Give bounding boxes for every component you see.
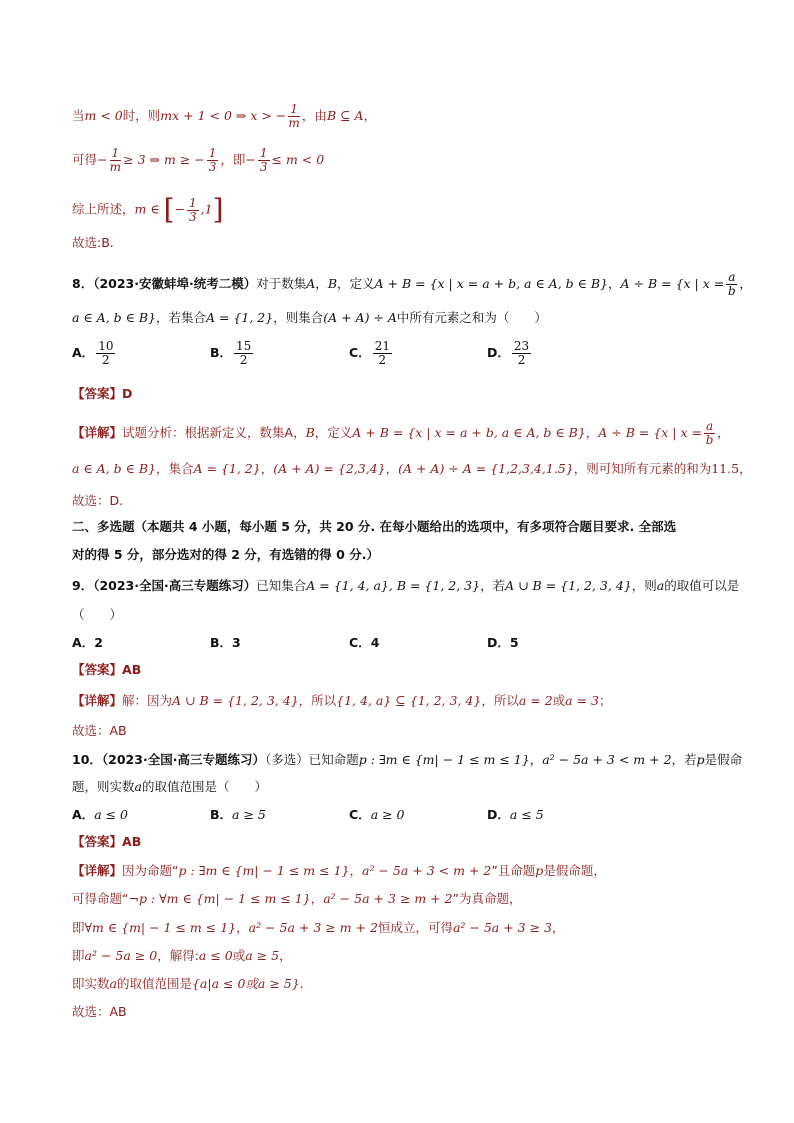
text: ，: [363, 108, 377, 123]
text: ，: [385, 461, 399, 476]
option-a[interactable]: A． $\frac{10}{2}$: [72, 339, 114, 367]
text: 恒成立，可得: [377, 920, 453, 935]
math: p: [535, 863, 544, 878]
text: 即: [72, 920, 85, 935]
detail-10-line-5: [72, 975, 304, 993]
option-c[interactable]: C． $\frac{21}{2}$: [349, 339, 390, 367]
question-9-paren: （ ）: [72, 607, 123, 622]
text: 解：因为: [122, 693, 173, 708]
text: ”为真命题，: [452, 891, 522, 906]
text: 的取值范围是（ ）: [141, 779, 267, 794]
math: a: [109, 976, 117, 991]
math: ∀m ∈ {m| − 1 ≤ m ≤ 1}: [84, 920, 237, 935]
detail-8-line-2: [72, 460, 752, 478]
math: A ∪ B = {1, 2, 3, 4}: [505, 578, 632, 593]
math: A + B = {x | x = a + b, a ∈ A, b ∈ B}: [352, 425, 586, 440]
fraction: $\frac{a}{b}$: [705, 419, 714, 447]
text: ，则: [631, 578, 657, 593]
text: 时，则: [122, 108, 161, 123]
math: a² − 5a + 3 ≥ 3: [452, 920, 552, 935]
fraction: $\frac{1}{3}$: [259, 146, 268, 174]
text: ，所以: [481, 693, 519, 708]
math: −: [174, 201, 186, 217]
math: a: [134, 779, 142, 794]
text: ，: [739, 461, 752, 476]
math: 11.5: [711, 461, 740, 476]
text: ，: [349, 863, 362, 878]
text: 或: [232, 948, 246, 963]
fraction: $\frac{a}{b}$: [727, 270, 736, 298]
math: ¬p : ∀m ∈ {m| − 1 ≤ m ≤ 1}: [128, 891, 311, 906]
math: B: [305, 425, 315, 440]
text: （多选）已知命题: [264, 752, 359, 767]
text: ，定义: [337, 276, 375, 291]
solution-line-4: 故选:B.: [72, 235, 114, 250]
text: 的取值可以是: [664, 578, 740, 593]
question-10-line-2: [72, 778, 267, 796]
detail-label: 【详解】: [72, 693, 123, 708]
text: ，: [552, 920, 565, 935]
text: 已知集合: [256, 578, 307, 593]
text: .: [299, 976, 304, 991]
text: ，: [315, 276, 328, 291]
math: A ÷ B = {x | x =: [620, 276, 725, 291]
text: 的取值范围是: [116, 976, 192, 991]
math: −: [245, 152, 256, 167]
math: A ÷ B = {x | x =: [598, 425, 702, 440]
detail-label: 【详解】: [72, 863, 123, 878]
math: a = 3: [565, 693, 599, 708]
math: (A + A) ÷ A = {1,2,3,4,1.5}: [398, 461, 574, 476]
text: ，解得:: [157, 948, 199, 963]
detail-8-line-1: [72, 420, 730, 447]
text: ，若: [480, 578, 506, 593]
detail-10-line-3: [72, 919, 565, 937]
math: A: [306, 276, 316, 291]
text: ，: [529, 752, 543, 767]
end-9: 故选：AB: [72, 723, 127, 738]
text: ，: [279, 948, 292, 963]
math: A = {1, 4, a}, B = {1, 2, 3}: [306, 578, 481, 593]
math: (A + A) = {2,3,4}: [273, 461, 386, 476]
option-c[interactable]: C．4: [349, 635, 380, 650]
text: ，: [585, 425, 599, 440]
text: ，: [236, 920, 249, 935]
answer-8: 【答案】D: [72, 386, 133, 401]
math: a² − 5a + 3 < m + 2: [362, 863, 492, 878]
math: a ∈ A, b ∈ B}: [72, 310, 156, 325]
math: A ∪ B = {1, 2, 3, 4}: [172, 693, 299, 708]
math: a ≤ 0: [198, 948, 233, 963]
bracket: [: [163, 193, 175, 226]
fraction: $\frac{1}{3}$: [189, 195, 197, 224]
fraction: $\frac{23}{2}$: [513, 339, 530, 367]
text: 是假命题，: [543, 863, 606, 878]
text: ，: [739, 276, 752, 291]
text: ，由: [301, 108, 327, 123]
math: mx + 1 < 0 ⇒ x > −: [160, 108, 287, 123]
fraction: $\frac{10}{2}$: [98, 339, 114, 367]
solution-line-2: [72, 147, 324, 174]
fraction: $\frac{1}{m}$: [288, 102, 300, 130]
math: a: [656, 578, 665, 593]
text: ，: [310, 891, 324, 906]
option-d[interactable]: D．a ≤ 5: [487, 807, 544, 822]
section-heading-line-2: 对的得 5 分，部分选对的得 2 分，有选错的得 0 分.）: [72, 547, 379, 562]
text: 因为命题“: [122, 863, 179, 878]
math: a² − 5a + 3 ≥ m + 2: [323, 891, 453, 906]
math: A = {1, 2}: [193, 461, 261, 476]
option-c[interactable]: C．a ≥ 0: [349, 807, 405, 822]
detail-10-line-2: [72, 890, 522, 908]
math: a² − 5a + 3 < m + 2: [542, 752, 672, 767]
option-d[interactable]: D． $\frac{23}{2}$: [487, 339, 530, 367]
answer-9: 【答案】AB: [72, 662, 142, 677]
text: 即: [72, 948, 85, 963]
question-number: 9．: [72, 578, 94, 593]
option-b[interactable]: B．3: [210, 635, 241, 650]
math: ,1: [200, 201, 213, 217]
text: 是假命: [704, 752, 743, 767]
question-number: 10．: [72, 752, 102, 767]
text: ，: [608, 276, 621, 291]
question-8-line-2: [72, 309, 547, 327]
math: B: [327, 276, 337, 291]
text: ，则集合: [273, 310, 324, 325]
text: ，定义: [314, 425, 353, 440]
text: 综上所述，: [72, 201, 135, 217]
section-heading-line-1: 二、多选题（本题共 4 小题，每小题 5 分，共 20 分. 在每小题给出的选项中，有多项符合题目要求. 全部选: [72, 519, 677, 534]
question-source: （2023·全国·高三专题练习）: [101, 752, 265, 767]
text: ，所以: [298, 693, 337, 708]
solution-line-1: [72, 103, 376, 130]
text: ，集合: [155, 461, 194, 476]
solution-line-3: [72, 193, 224, 226]
math: m ∈: [134, 201, 160, 217]
text: 当: [72, 108, 85, 123]
detail-10-line-4: [72, 947, 292, 965]
math: p : ∃m ∈ {m| − 1 ≤ m ≤ 1}: [178, 863, 350, 878]
end-10: 故选：AB: [72, 1004, 127, 1019]
option-b[interactable]: B．a ≥ 5: [210, 807, 266, 822]
math: {a|a ≤ 0或a ≥ 5}: [191, 976, 300, 991]
end-8: 故选：D.: [72, 493, 124, 508]
detail-9: [72, 692, 612, 710]
math: ≥ 3 ⇒ m ≥ −: [123, 152, 205, 167]
option-a[interactable]: A．2: [72, 635, 103, 650]
question-number: 8．: [72, 276, 94, 291]
fraction: $\frac{15}{2}$: [236, 339, 252, 367]
math: ≤ m < 0: [271, 152, 325, 167]
question-source: （2023·安徽蚌埠·统考二模）: [93, 276, 257, 291]
text: 对于数集: [256, 276, 307, 291]
fraction: $\frac{1}{3}$: [208, 146, 217, 174]
question-source: （2023·全国·高三专题练习）: [93, 578, 257, 593]
fraction: $\frac{1}{m}$: [109, 146, 122, 174]
text: 即实数: [72, 976, 110, 991]
math: p : ∃m ∈ {m| − 1 ≤ m ≤ 1}: [358, 752, 530, 767]
text: 试题分析：根据新定义，数集A，: [122, 425, 306, 440]
math: a = 2: [518, 693, 553, 708]
text: ，若集合: [155, 310, 206, 325]
bracket: ]: [212, 193, 224, 226]
math: −: [97, 152, 108, 167]
answer-10: 【答案】AB: [72, 834, 142, 849]
text: ，: [717, 425, 730, 440]
text: 或: [552, 693, 566, 708]
text: ；: [599, 693, 612, 708]
math: a² − 5a + 3 ≥ m + 2: [248, 920, 378, 935]
question-9-line-1: [72, 577, 739, 595]
math: a² − 5a ≥ 0: [84, 948, 158, 963]
text: ，即: [220, 152, 246, 167]
detail-10-line-1: [72, 862, 606, 880]
text: ”且命题: [491, 863, 536, 878]
math: p: [696, 752, 705, 767]
question-10-line-1: [72, 751, 742, 769]
question-8-line-1: [72, 271, 752, 298]
math: A = {1, 2}: [205, 310, 274, 325]
math: A + B = {x | x = a + b, a ∈ A, b ∈ B}: [374, 276, 608, 291]
text: ，则可知所有元素的和为: [573, 461, 712, 476]
fraction: $\frac{21}{2}$: [374, 339, 390, 367]
math: a ∈ A, b ∈ B}: [72, 461, 156, 476]
math: B ⊆ A: [326, 108, 364, 123]
text: ，若: [671, 752, 697, 767]
math: {1, 4, a} ⊆ {1, 2, 3, 4}: [336, 693, 482, 708]
option-d[interactable]: D．5: [487, 635, 519, 650]
option-b[interactable]: B． $\frac{15}{2}$: [210, 339, 252, 367]
text: 中所有元素之和为（ ）: [396, 310, 547, 325]
math: a ≥ 5: [245, 948, 280, 963]
text: 可得命题“: [72, 891, 129, 906]
text: 可得: [72, 152, 98, 167]
math: (A + A) ÷ A: [323, 310, 397, 325]
text: ，: [260, 461, 274, 476]
text: 题，则实数: [72, 779, 135, 794]
math: m < 0: [84, 108, 123, 123]
detail-label: 【详解】: [72, 425, 123, 440]
option-a[interactable]: A．a ≤ 0: [72, 807, 129, 822]
